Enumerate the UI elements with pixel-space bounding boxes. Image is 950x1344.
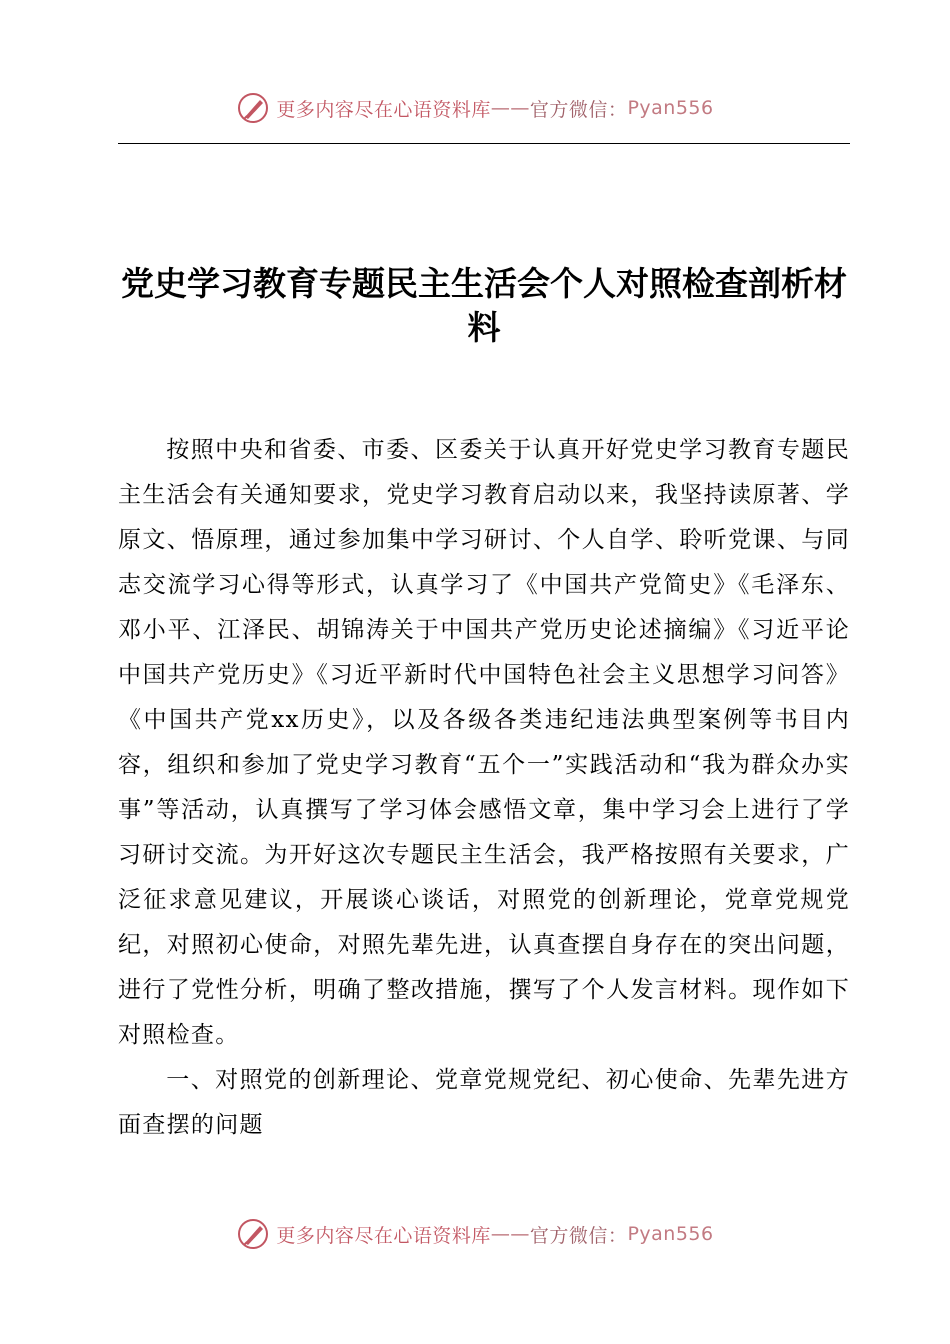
quill-pen-logo-icon [236,91,270,125]
quill-pen-logo-icon [236,1217,270,1251]
watermark-separator: —— [490,97,530,119]
watermark-main-text: 更多内容尽在心语资料库 [276,98,491,121]
intro-paragraph: 按照中央和省委、市委、区委关于认真开好党史学习教育专题民主生活会有关通知要求，党史学习教育启动以来，我坚持读原著、学原文、悟原理，通过参加集中学习研讨、个人自学、聆听党课、与同志交流学习心得等形式，认真学习了《中国共产党简史》《毛泽东、邓小平、江泽民、胡锦涛关于中国共产党历史论述摘编》《习近平论中国共产党历史》《习近平新时代中国特色社会主义思想学习问答》《中国共产党xx历史》，以及各级各类违纪违法典型案例等书目内容，组织和参加了党史学习教育“五个一”实践活动和“我为群众办实事”等活动，认真撰写了学习体会感悟文章，集中学习会上进行了学习研讨交流。为开好这次专题民主生活会，我严格按照有关要求，广泛征求意见建议，开展谈心谈话，对照党的创新理论，党章党规党纪，对照初心使命，对照先辈先进，认真查摆自身存在的突出问题，进行了党性分析，明确了整改措施，撰写了个人发言材料。现作如下对照检查。 [118,437,850,1048]
header-divider [118,143,850,144]
watermark-separator: —— [490,1223,530,1245]
watermark-main-text: 更多内容尽在心语资料库 [276,1224,491,1247]
watermark-handle: Pyan556 [627,97,714,119]
header-watermark [0,88,950,128]
section-heading: 一、对照党的创新理论、党章党规党纪、初心使命、先辈先进方面查摆的问题 [118,1067,850,1138]
watermark-label: 官方微信： [529,98,628,121]
footer-watermark [0,1214,950,1254]
watermark-handle: Pyan556 [627,1223,714,1245]
document-title: 党史学习教育专题民主生活会个人对照检查剖析材料 [121,264,847,347]
watermark-label: 官方微信： [529,1224,628,1247]
document-body [118,428,850,1148]
